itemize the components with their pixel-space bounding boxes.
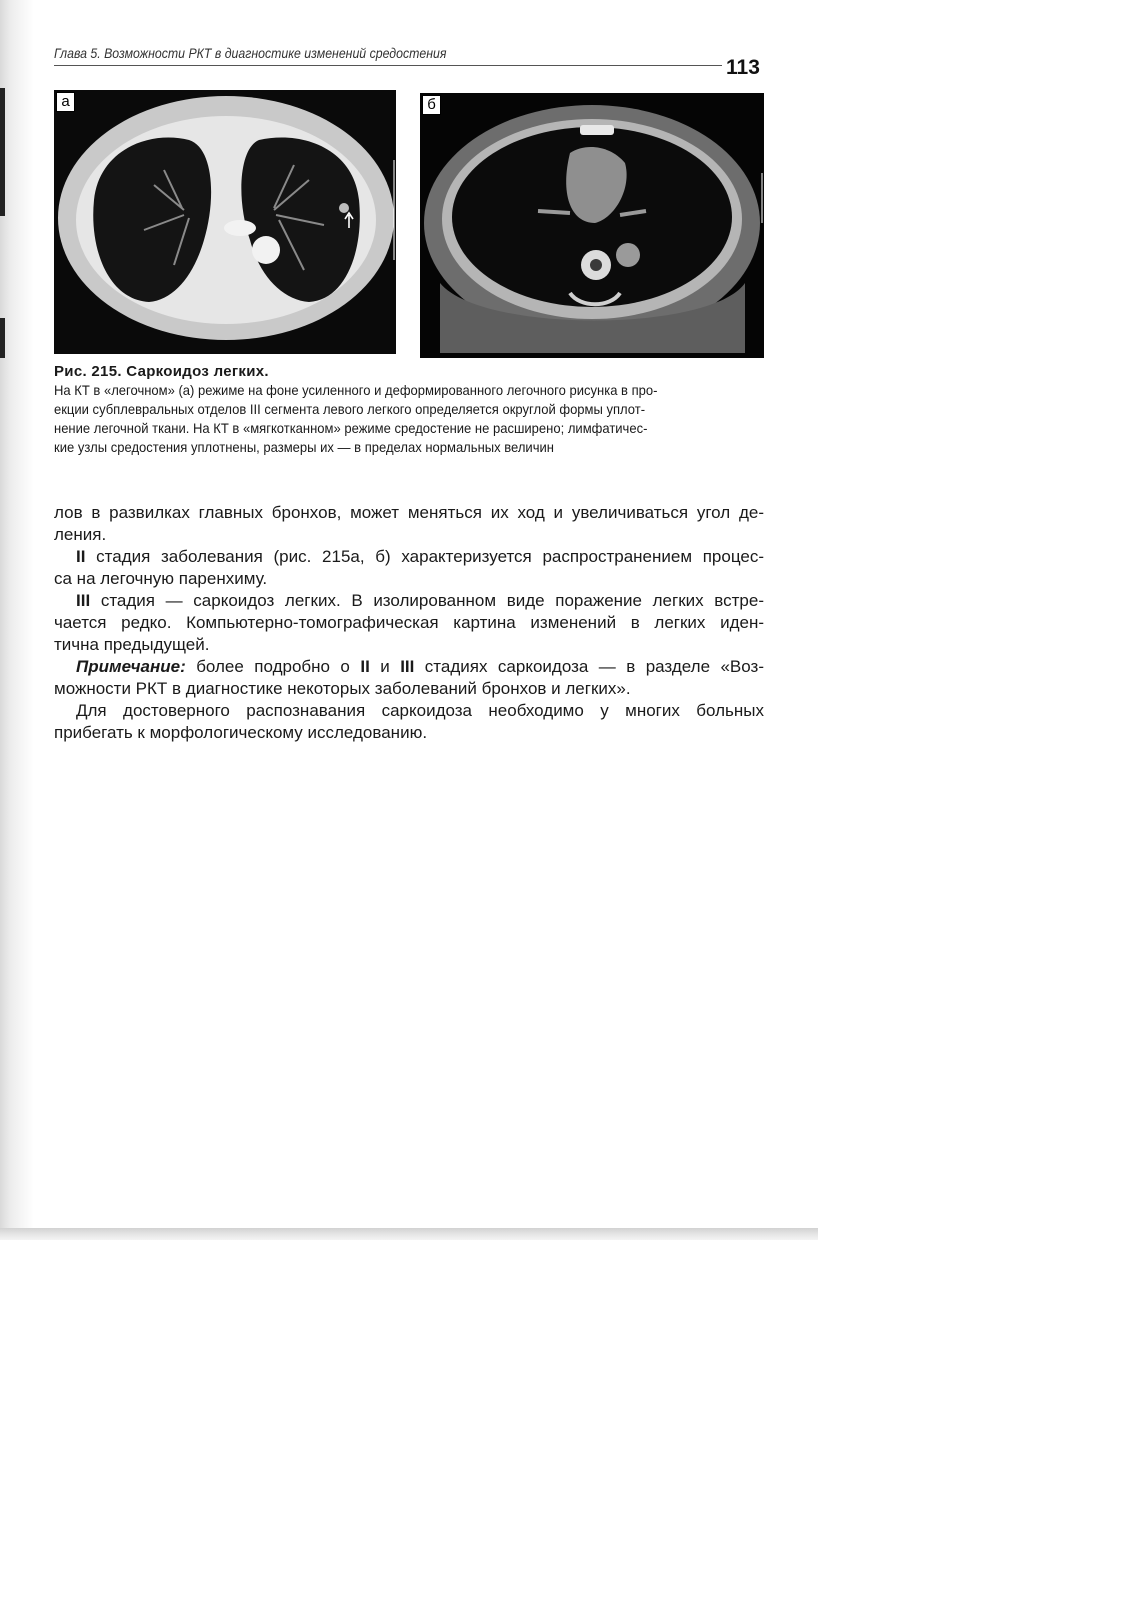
- body-line: [54, 656, 764, 678]
- body-line: тична предыдущей.: [54, 635, 210, 654]
- figure-caption: [54, 363, 764, 457]
- caption-line: На КТ в «легочном» (а) режиме на фоне усиленного и деформированного легочного рисунка в про-: [54, 382, 658, 398]
- body-line: лов в развилках главных бронхов, может меняться их ход и увеличиваться угол де-: [54, 503, 764, 522]
- body-line: [54, 546, 764, 568]
- body-line: ления.: [54, 525, 107, 544]
- ct-image-soft-tissue-window: [420, 93, 764, 358]
- body-line: чается редко. Компьютерно-томографическая картина изменений в легких иден-: [54, 613, 764, 632]
- scan-bottom-edge: [0, 1228, 818, 1240]
- body-text-span: стадиях саркоидоза — в разделе «Воз-: [414, 657, 764, 676]
- body-text-span: стадия заболевания (рис. 215а, б) характеризуется распространением процес-: [85, 547, 764, 566]
- stage-number: II: [76, 547, 86, 566]
- body-line: можности РКТ в диагностике некоторых заболеваний бронхов и легких».: [54, 679, 631, 698]
- panel-label-a: а: [56, 92, 75, 112]
- body-text: [54, 502, 764, 744]
- page-number: 113: [726, 56, 760, 79]
- body-line: са на легочную паренхиму.: [54, 569, 268, 588]
- body-text-span: стадия — саркоидоз легких. В изолированном виде поражение легких встре-: [90, 591, 764, 610]
- body-line: Для достоверного распознавания саркоидоза необходимо у многих больных: [76, 701, 764, 720]
- scan-edge-mark: [0, 88, 5, 216]
- caption-line: нение легочной ткани. На КТ в «мягкотканном» режиме средостение не расширено; лимфатичес-: [54, 420, 648, 436]
- stage-number: III: [400, 657, 415, 676]
- stage-number: III: [76, 591, 91, 610]
- stage-number: II: [360, 657, 370, 676]
- caption-line: кие узлы средостения уплотнены, размеры их — в пределах нормальных величин: [54, 439, 554, 455]
- running-header: Глава 5. Возможности РКТ в диагностике изменений средостения: [54, 45, 447, 61]
- ct-image-lung-window: [54, 90, 396, 354]
- ct-scan-soft-tissue-window-drawing: [420, 93, 764, 358]
- body-line: прибегать к морфологическому исследованию.: [54, 723, 428, 742]
- scan-gutter-shadow: [0, 0, 34, 1240]
- caption-line: екции субплевральных отделов III сегмента левого легкого определяется округлой формы уплот-: [54, 401, 646, 417]
- note-label: Примечание:: [76, 657, 186, 676]
- body-text-span: более подробно о: [185, 657, 361, 676]
- figure-title: Рис. 215. Саркоидоз легких.: [54, 363, 269, 380]
- scan-edge-mark: [0, 318, 5, 358]
- ct-scan-lung-window-drawing: [54, 90, 396, 354]
- body-line: [54, 590, 764, 612]
- header-rule: [54, 65, 722, 66]
- panel-label-b: б: [422, 95, 441, 115]
- body-text-span: и: [369, 657, 401, 676]
